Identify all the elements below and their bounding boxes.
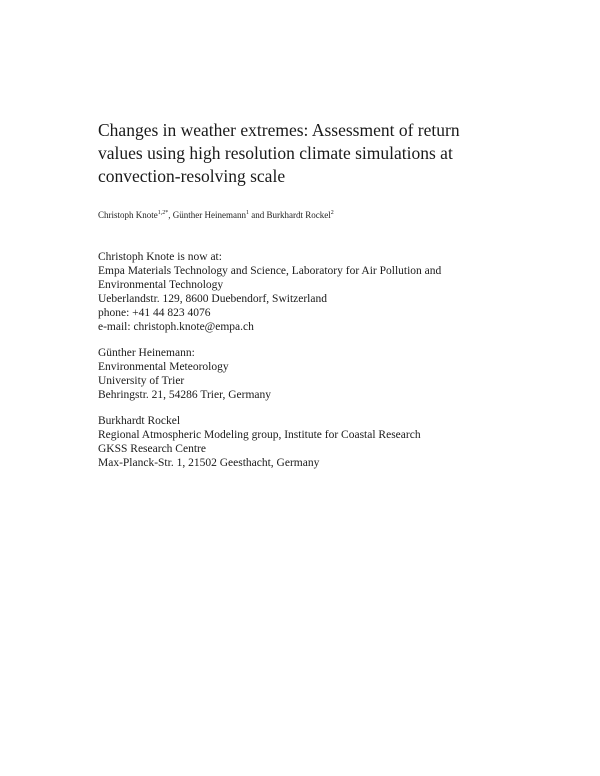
affiliation-line: Christoph Knote is now at: [98, 251, 222, 263]
affiliation-line: Burkhardt Rockel [98, 415, 181, 427]
paper-title [98, 119, 518, 188]
affiliation-line: Environmental Meteorology [98, 361, 229, 373]
author-conjunction: and [251, 210, 265, 220]
affiliation-line: Environmental Technology [98, 279, 224, 291]
affiliation-line: Behringstr. 21, 54286 Trier, Germany [98, 389, 271, 401]
affiliation-block-knote [98, 250, 538, 334]
affiliation-block-rockel [98, 414, 538, 470]
author-affiliation-marker: 2 [330, 210, 334, 216]
affiliation-line: Max-Planck-Str. 1, 21502 Geesthacht, Germany [98, 457, 320, 469]
affiliation-line: Regional Atmospheric Modeling group, Institute for Coastal Research [98, 429, 421, 441]
affiliation-line: Günther Heinemann: [98, 347, 195, 359]
affiliation-line: GKSS Research Centre [98, 443, 206, 455]
title-line: Changes in weather extremes: Assessment of return [98, 120, 460, 140]
affiliation-line: Empa Materials Technology and Science, Laboratory for Air Pollution and [98, 265, 442, 277]
phone-line: phone: +41 44 823 4076 [98, 307, 211, 319]
author-affiliation-marker: 1,2* [157, 210, 169, 216]
author-name: Günther Heinemann [172, 210, 246, 220]
title-line: convection-resolving scale [98, 166, 286, 186]
author-name: Burkhardt Rockel [266, 210, 331, 220]
author-list: Christoph Knote$^{1,2*}$, Günther Heinemann$^1$ and Burkhardt Rockel$^2$ [98, 210, 334, 220]
email-line: e-mail: christoph.knote@empa.ch [98, 321, 254, 333]
affiliation-line: University of Trier [98, 375, 185, 387]
author-affiliation-marker: 1 [245, 210, 249, 216]
title-line: values using high resolution climate simulations at [98, 143, 453, 163]
author-name: Christoph Knote [98, 210, 158, 220]
affiliation-line: Ueberlandstr. 129, 8600 Duebendorf, Switzerland [98, 293, 327, 305]
affiliation-block-heinemann [98, 346, 538, 402]
